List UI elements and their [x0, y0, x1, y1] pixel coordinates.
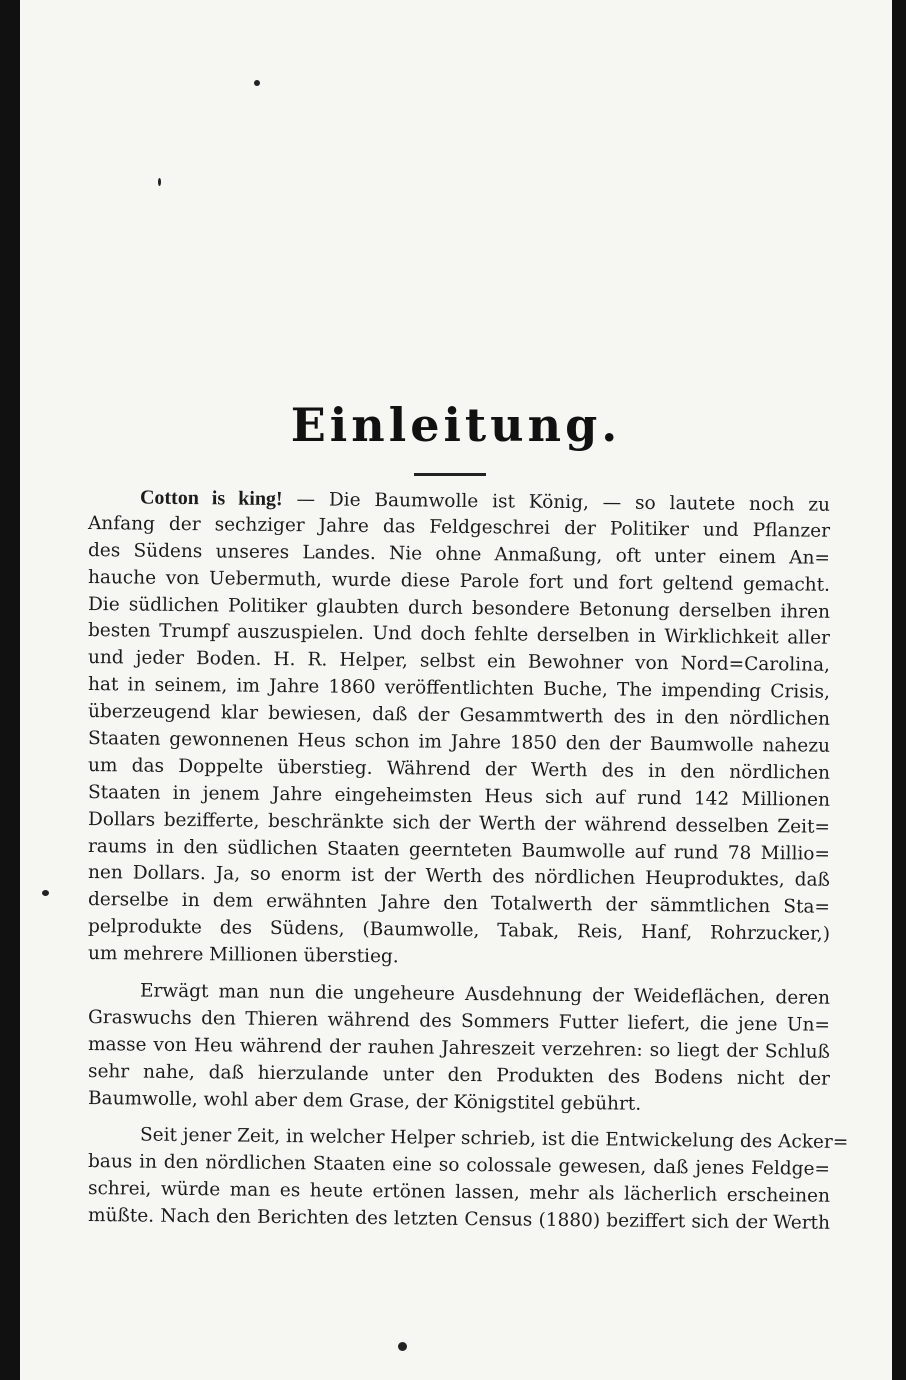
text-line: Seit jener Zeit, in welcher Helper schrieb, ist die Entwickelung des Acker=	[139, 1125, 849, 1154]
title-rule	[414, 473, 486, 476]
scan-border-right	[892, 0, 906, 1380]
paragraph	[88, 484, 830, 968]
text-line: um das Doppelte überstieg. Während der Werth des in den nördlichen	[87, 754, 831, 784]
text-line: raums in den südlichen Staaten geernteten Baumwolle auf rund 78 Millio=	[87, 835, 831, 865]
text-line: Dollars bezifferte, beschränkte sich der Werth der während desselben Zeit=	[87, 808, 831, 838]
book-page	[20, 0, 892, 1380]
chapter-title: Einleitung.	[290, 398, 622, 452]
text-line: baus in den nördlichen Staaten eine so colossale gewesen, daß jenes Feldge=	[87, 1151, 831, 1181]
ink-speck	[42, 890, 49, 896]
text-line: Erwägt man nun die ungeheure Ausdehnung der Weideflächen, deren	[139, 980, 831, 1009]
text-line: und jeder Boden. H. R. Helper, selbst ein Bewohner von Nord=Carolina,	[87, 647, 831, 677]
text-line: Anfang der sechziger Jahre das Feldgeschrei der Politiker und Pflanzer	[87, 512, 831, 542]
text-line: Staaten gewonnenen Heus schon im Jahre 1850 den der Baumwolle nahezu	[87, 728, 831, 757]
text-line: besten Trumpf auszuspielen. Und doch fehlte derselben in Wirklichkeit aller	[87, 620, 831, 650]
text-line: masse von Heu während der rauhen Jahreszeit verzehren: so liegt der Schluß	[87, 1033, 831, 1063]
text-line: sehr nahe, daß hierzulande unter den Produkten des Bodens nicht der	[87, 1060, 831, 1090]
text-line: Baumwolle, wohl aber dem Grase, der Königstitel gebührt.	[87, 1087, 642, 1115]
text-line: pelprodukte des Südens, (Baumwolle, Tabak, Reis, Hanf, Rohrzucker,)	[87, 916, 831, 946]
text-line: Staaten in jenem Jahre eingeheimsten Heus sich auf rund 142 Millionen	[87, 781, 831, 811]
text-line: müßte. Nach den Berichten des letzten Census (1880) beziffert sich der Werth	[87, 1205, 831, 1234]
text-line: Die südlichen Politiker glaubten durch besondere Betonung derselben ihren	[87, 593, 831, 623]
ink-speck	[398, 1342, 407, 1351]
text-line: überzeugend klar bewiesen, daß der Gesammtwerth des in den nördlichen	[87, 701, 831, 730]
scan-border-left	[0, 0, 20, 1380]
ink-speck	[254, 80, 260, 86]
text-line: des Südens unseres Landes. Nie ohne Anmaßung, oft unter einem An=	[87, 539, 831, 569]
paragraph	[87, 978, 831, 1115]
lead-phrase: Cotton is king!	[139, 486, 283, 511]
ink-speck	[158, 178, 161, 186]
text-line: Cotton is king! — Die Baumwolle ist König, — so lautete noch zu	[139, 486, 831, 516]
text-line: nen Dollars. Ja, so enorm ist der Werth des nördlichen Heuproduktes, daß	[87, 862, 831, 892]
body-text	[87, 484, 849, 1234]
paragraph	[87, 1122, 849, 1234]
text-line: um mehrere Millionen überstieg.	[87, 943, 399, 968]
text-line: hauche von Uebermuth, wurde diese Parole fort und fort geltend gemacht.	[87, 566, 831, 596]
text-line: Graswuchs den Thieren während des Sommers Futter liefert, die jene Un=	[87, 1006, 831, 1036]
text-line: derselbe in dem erwähnten Jahre den Totalwerth der sämmtlichen Sta=	[87, 889, 831, 919]
text-line: schrei, würde man es heute ertönen lassen, mehr als lächerlich erscheinen	[87, 1178, 831, 1208]
text-line: hat in seinem, im Jahre 1860 veröffentlichten Buche, The impending Crisis,	[87, 674, 831, 704]
